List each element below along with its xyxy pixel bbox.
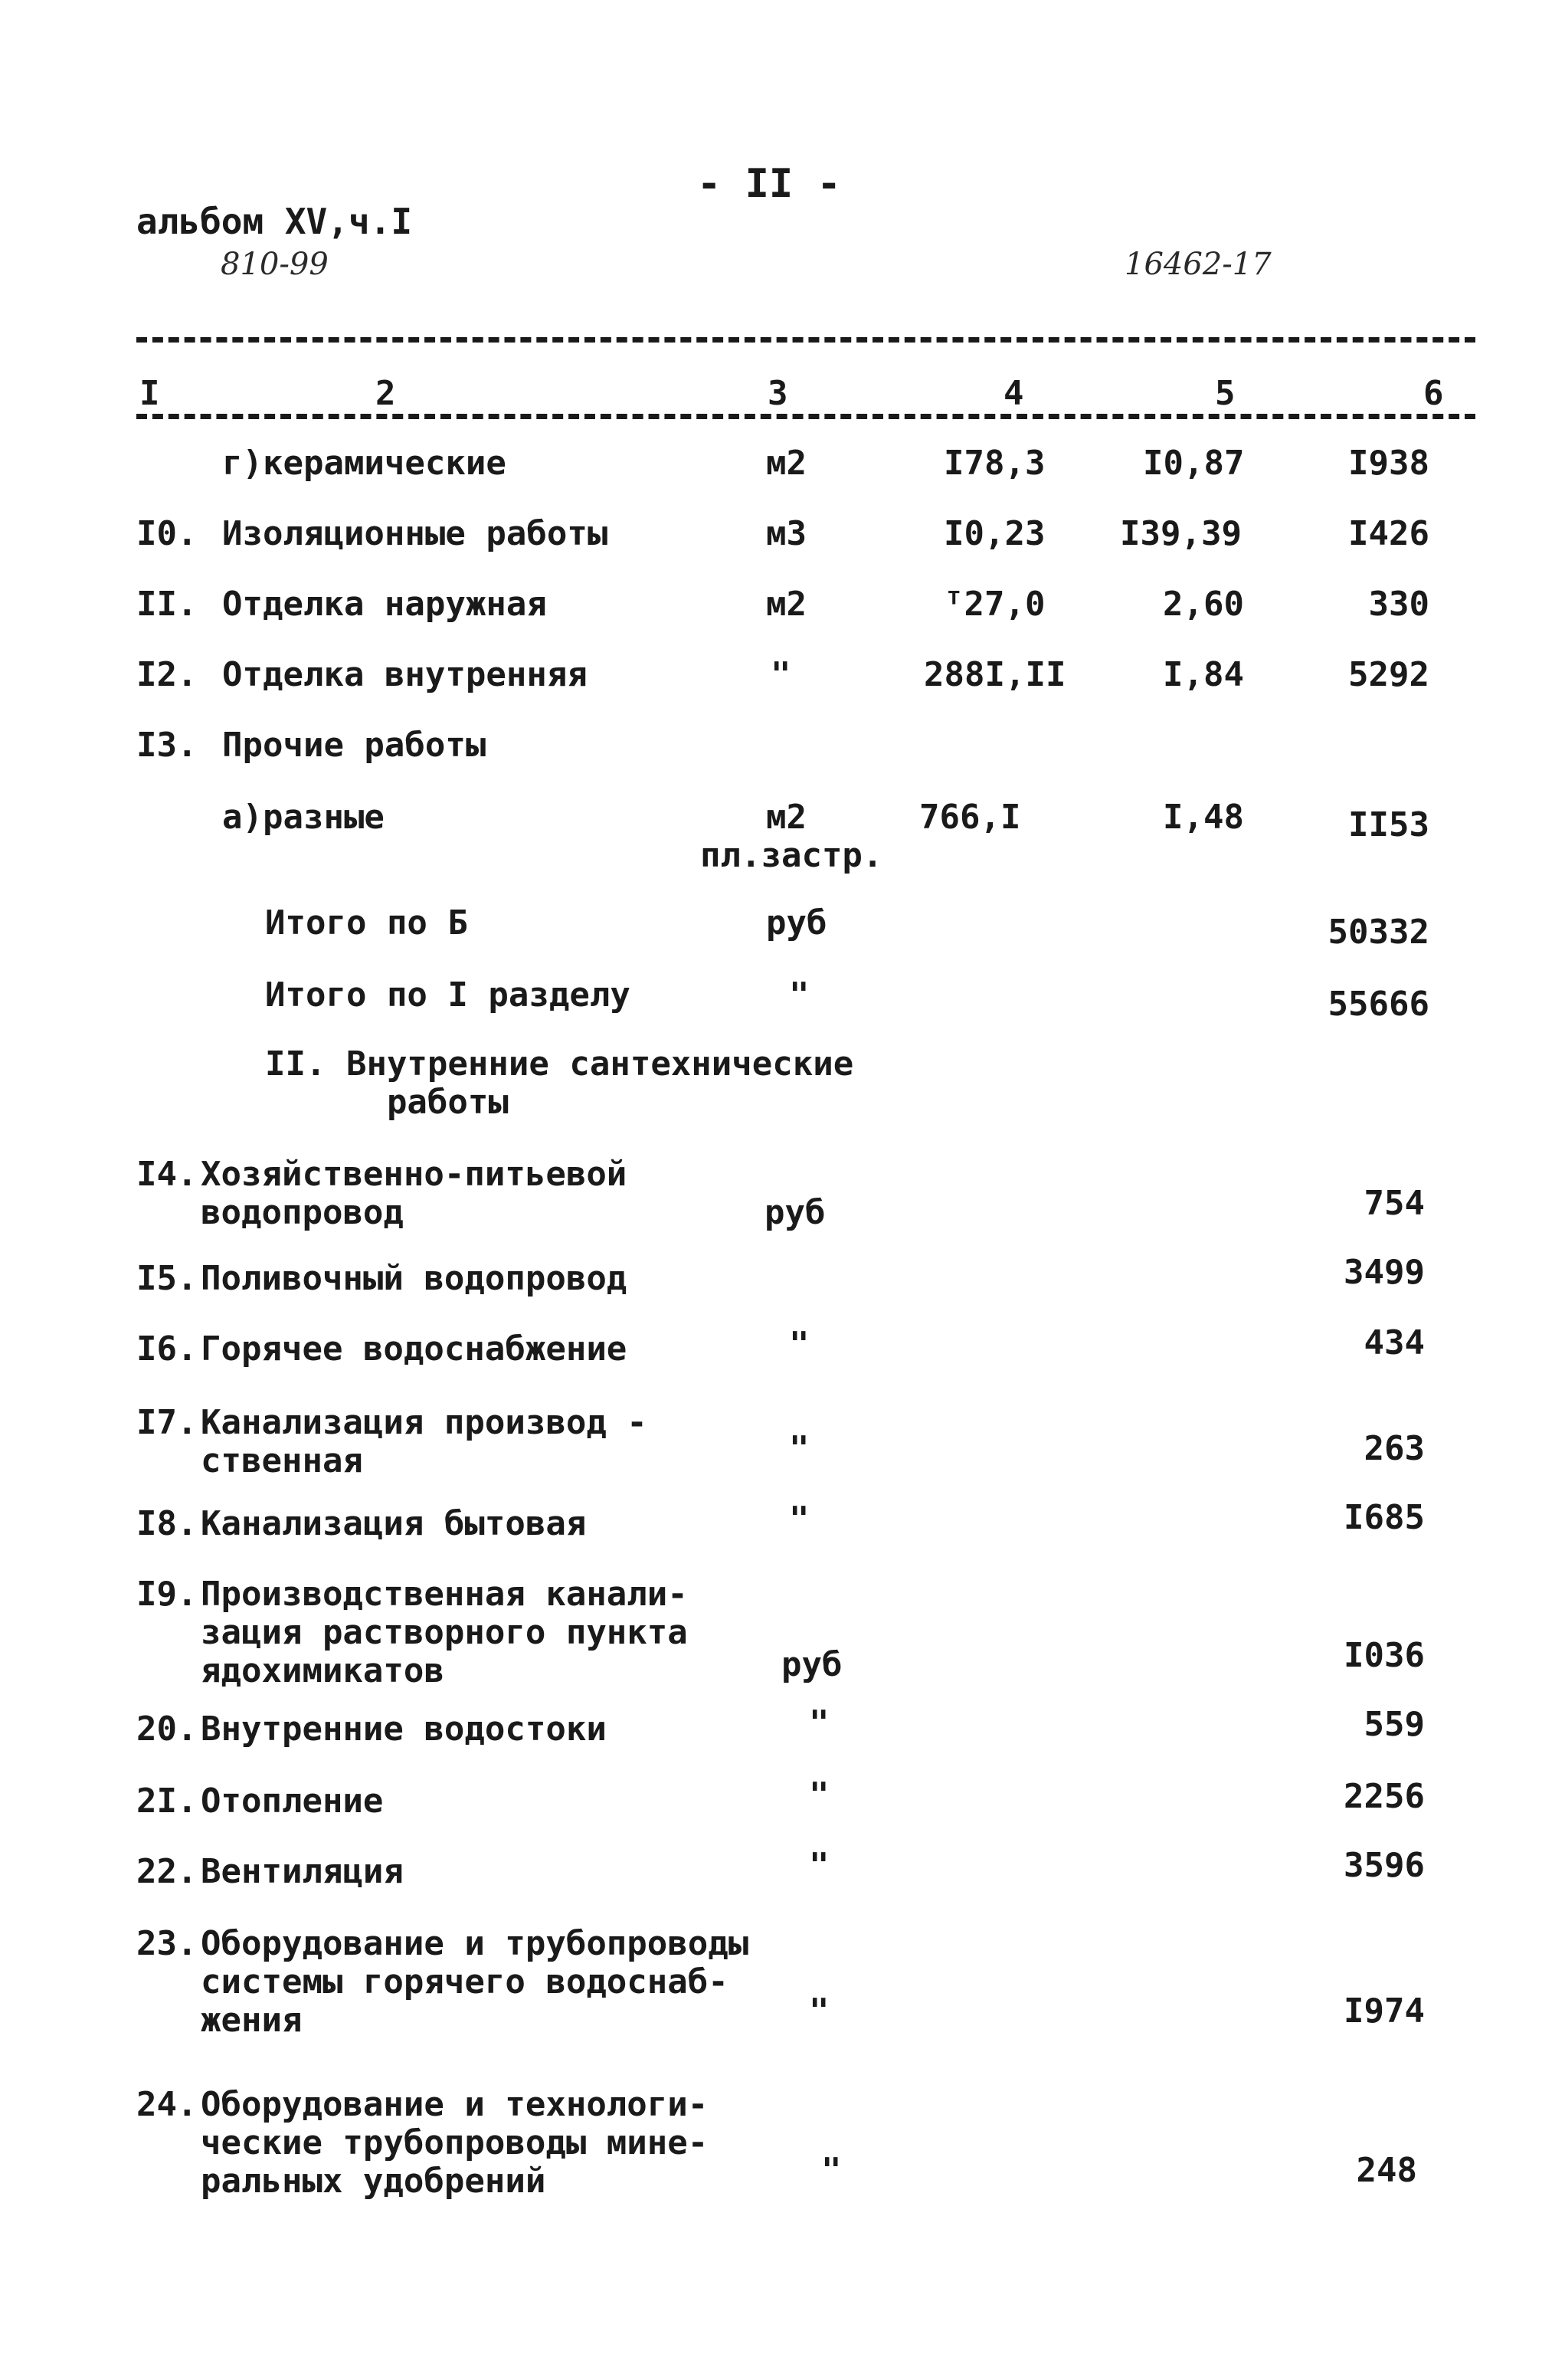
- row-number: I6.: [136, 1329, 198, 1369]
- row-qty: I0,23: [944, 514, 1046, 553]
- row-total: 2256: [1344, 1777, 1425, 1816]
- col-header-1: I: [139, 374, 160, 413]
- row-number: I2.: [136, 655, 198, 694]
- row-unit: ": [809, 1846, 830, 1885]
- row-unit: ": [809, 1992, 830, 2031]
- row-qty: I78,3: [944, 444, 1046, 483]
- handwritten-code-left: 810-99: [221, 247, 329, 282]
- col-header-5: 5: [1215, 374, 1236, 413]
- row-name: Оборудование и технологи- ческие трубопроводы мине- ральных удобрений: [201, 2085, 709, 2201]
- row-unit: руб: [781, 1645, 843, 1684]
- row-total: I036: [1344, 1636, 1425, 1675]
- row-name: Отделка внутренняя: [222, 655, 588, 694]
- row-number: 23.: [136, 1924, 198, 1963]
- row-number: I4.: [136, 1155, 198, 1194]
- row-qty: 288I,II: [924, 655, 1066, 694]
- col-header-3: 3: [768, 374, 788, 413]
- row-price: I,84: [1163, 655, 1244, 694]
- row-total: 3499: [1344, 1253, 1425, 1292]
- row-name: Хозяйственно-питьевой водопровод: [201, 1155, 627, 1232]
- row-qty: ᵀ27,0: [944, 585, 1046, 624]
- row-unit: ": [789, 1325, 810, 1364]
- row-unit: ": [821, 2151, 842, 2190]
- row-price: I0,87: [1143, 444, 1245, 483]
- row-total: 50332: [1328, 913, 1429, 952]
- row-total: 263: [1364, 1429, 1425, 1468]
- subtotal-label: Итого по I разделу: [265, 975, 630, 1015]
- row-total: I426: [1348, 514, 1429, 553]
- row-total: 330: [1368, 585, 1429, 624]
- row-name: Канализация производ - ственная: [201, 1403, 647, 1480]
- row-total: 248: [1356, 2151, 1417, 2190]
- row-total: I685: [1344, 1498, 1425, 1537]
- header-bottom-rule: [136, 414, 1475, 419]
- row-number: I8.: [136, 1504, 198, 1543]
- row-name: Изоляционные работы: [222, 514, 608, 553]
- col-header-6: 6: [1423, 374, 1444, 413]
- row-unit: м3: [766, 514, 807, 553]
- row-price: I,48: [1163, 798, 1244, 837]
- row-unit: ": [771, 655, 791, 694]
- row-unit: руб: [764, 1193, 826, 1232]
- row-name: Поливочный водопровод: [201, 1259, 627, 1298]
- row-price: I39,39: [1120, 514, 1242, 553]
- row-total: 5292: [1348, 655, 1429, 694]
- row-number: II.: [136, 585, 198, 624]
- subtotal-label: Итого по Б: [265, 903, 468, 942]
- row-unit: м2: [766, 798, 807, 837]
- row-name: Оборудование и трубопроводы системы горячего водоснаб- жения: [201, 1924, 749, 2040]
- row-unit: ": [809, 1775, 830, 1815]
- row-number: 24.: [136, 2085, 198, 2124]
- row-total: 55666: [1328, 985, 1429, 1024]
- row-name: Горячее водоснабжение: [201, 1329, 627, 1369]
- col-header-4: 4: [1003, 374, 1024, 413]
- row-number: I0.: [136, 514, 198, 553]
- album-label: альбом XV,ч.I: [136, 201, 413, 242]
- row-number: I9.: [136, 1575, 198, 1614]
- row-total: 434: [1364, 1323, 1425, 1362]
- row-name: Производственная канали- зация растворного пункта ядохимикатов: [201, 1575, 688, 1690]
- row-qty: 766,I: [919, 798, 1021, 837]
- row-total: 754: [1364, 1184, 1425, 1223]
- row-price: 2,60: [1163, 585, 1244, 624]
- table-top-rule: [136, 337, 1475, 343]
- row-name: Внутренние водостоки: [201, 1710, 607, 1749]
- row-name: Прочие работы: [222, 726, 486, 765]
- row-number: I3.: [136, 726, 198, 765]
- handwritten-code-right: 16462-17: [1125, 247, 1272, 282]
- section-heading: II. Внутренние сантехнические работы: [265, 1044, 854, 1122]
- row-unit: ": [789, 975, 810, 1015]
- row-total: I938: [1348, 444, 1429, 483]
- row-name: Отделка наружная: [222, 585, 547, 624]
- row-total: I974: [1344, 1992, 1425, 2031]
- row-number: 2I.: [136, 1782, 198, 1821]
- row-total: 3596: [1344, 1846, 1425, 1885]
- row-number: 20.: [136, 1710, 198, 1749]
- row-name: г)керамические: [222, 444, 506, 483]
- row-number: 22.: [136, 1852, 198, 1891]
- row-name: Вентиляция: [201, 1852, 404, 1891]
- row-unit: м2: [766, 444, 807, 483]
- row-unit: ": [809, 1703, 830, 1742]
- row-unit: руб: [766, 903, 827, 942]
- row-unit: ": [789, 1429, 810, 1468]
- row-unit: ": [789, 1500, 810, 1539]
- row-total: 559: [1364, 1705, 1425, 1744]
- row-name: Канализация бытовая: [201, 1504, 587, 1543]
- row-name: Отопление: [201, 1782, 384, 1821]
- row-unit-note: пл.застр.: [700, 836, 883, 875]
- row-number: I5.: [136, 1259, 198, 1298]
- row-total: II53: [1348, 805, 1429, 844]
- row-name: а)разные: [222, 798, 385, 837]
- row-number: I7.: [136, 1403, 198, 1442]
- col-header-2: 2: [375, 374, 396, 413]
- page-number: - II -: [697, 161, 841, 207]
- row-unit: м2: [766, 585, 807, 624]
